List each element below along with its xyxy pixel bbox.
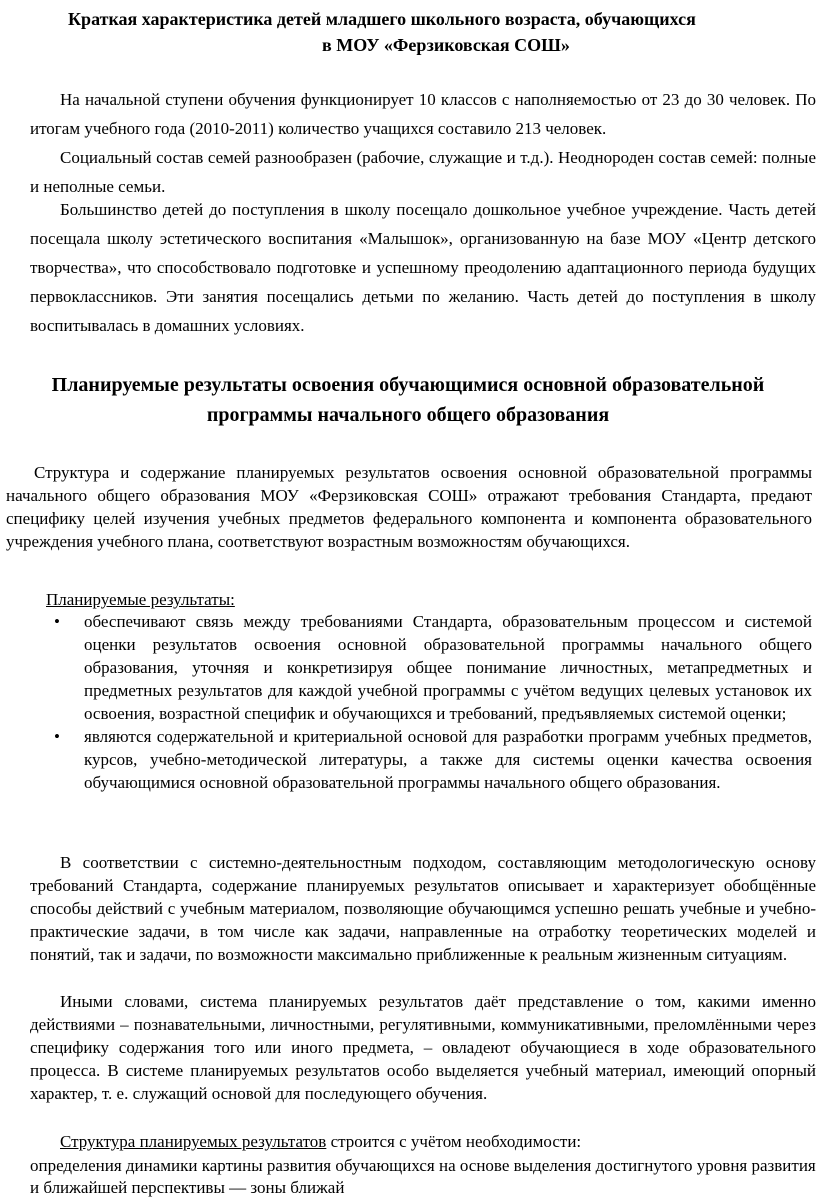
- structure-rest-text: строится с учётом необходимости:: [326, 1132, 582, 1151]
- document-title: [60, 6, 790, 58]
- bullet-icon: •: [54, 612, 60, 631]
- intro-paragraph-preschool: Большинство детей до поступления в школу посещало дошкольное учебное учреждение. Часть детей посещала школу эстетического воспитания «Малышок», организованную на базе МОУ «Центр детского творчества», что способствовало подготовке и успешному преодолению адаптационного периода будущих первоклассников. Эти занятия посещались детьми по желанию. Часть детей до поступления в школу воспитывалась в домашних условиях.: [30, 200, 816, 335]
- section-heading: Планируемые результаты освоения обучающимися основной образовательной программы начального общего образования: [51, 374, 765, 426]
- planned-results-list: [46, 610, 812, 794]
- list-item: [46, 725, 812, 794]
- list-item-text: являются содержательной и критериальной основой для разработки программ учебных предметов, курсов, учебно-методической литературы, а также для системы оценки качества освоения обучающимися основной образовательной программы начального общего образования.: [84, 727, 812, 792]
- bullet-icon: •: [54, 727, 60, 746]
- final-paragraph: определения динамики картины развития обучающихся на основе выделения достигнутого уровня развития и ближайшей перспективы — зоны ближай: [30, 1156, 816, 1197]
- intro-paragraph-classes: На начальной ступени обучения функционирует 10 классов с наполняемостью от 23 до 30 человек. По итогам учебного года (2010-2011) количество учащихся составило 213 человек.: [30, 90, 816, 138]
- section-intro-paragraph: Структура и содержание планируемых результатов освоения основной образовательной программы начального общего образования МОУ «Ферзиковская СОШ» отражают требования Стандарта, предают специфику целей изучения учебных предметов федерального компонента и компонента образовательного учреждения учебного плана, соответствуют возрастным возможностям обучающихся.: [6, 463, 812, 551]
- planned-results-label: Планируемые результаты:: [46, 590, 235, 609]
- intro-paragraph-social: Социальный состав семей разнообразен (рабочие, служащие и т.д.). Неоднороден состав семей: полные и неполные семьи.: [30, 148, 816, 196]
- title-line-2: в МОУ «Ферзиковская СОШ»: [322, 35, 570, 55]
- other-words-paragraph: Иными словами, система планируемых результатов даёт представление о том, какими именно действиями – познавательными, личностными, регулятивными, коммуникативными, преломлёнными через специфику содержания того или иного предмета, – овладеют обучающиеся в ходе образовательного процесса. В системе планируемых результатов особо выделяется учебный материал, имеющий опорный характер, т. е. служащий основой для последующего обучения.: [30, 992, 816, 1103]
- approach-paragraph: В соответствии с системно-деятельностным подходом, составляющим методологическую основу требований Стандарта, содержание планируемых результатов описывает и характеризует обобщённые способы действий с учебным материалом, позволяющие обучающимся успешно решать учебные и учебно-практические задачи, в том числе как задачи, направленные на отработку теоретических моделей и понятий, так и задачи, по возможности максимально приближенные к реальным жизненным ситуациям.: [30, 853, 816, 964]
- structure-underlined-text: Структура планируемых результатов: [60, 1132, 327, 1151]
- title-line-1: Краткая характеристика детей младшего школьного возраста, обучающихся: [68, 9, 696, 29]
- list-item: [46, 610, 812, 725]
- structure-paragraph: [30, 1130, 816, 1153]
- list-item-text: обеспечивают связь между требованиями Стандарта, образовательным процессом и системой оценки результатов освоения основной образовательной программы начального общего образования, уточняя и конкретизируя общее понимание личностных, метапредметных и предметных результатов для каждой учебной программы с учётом ведущих целевых установок их освоения, возрастной специфик и обучающихся и требований, предъявляемых системой оценки;: [84, 612, 812, 723]
